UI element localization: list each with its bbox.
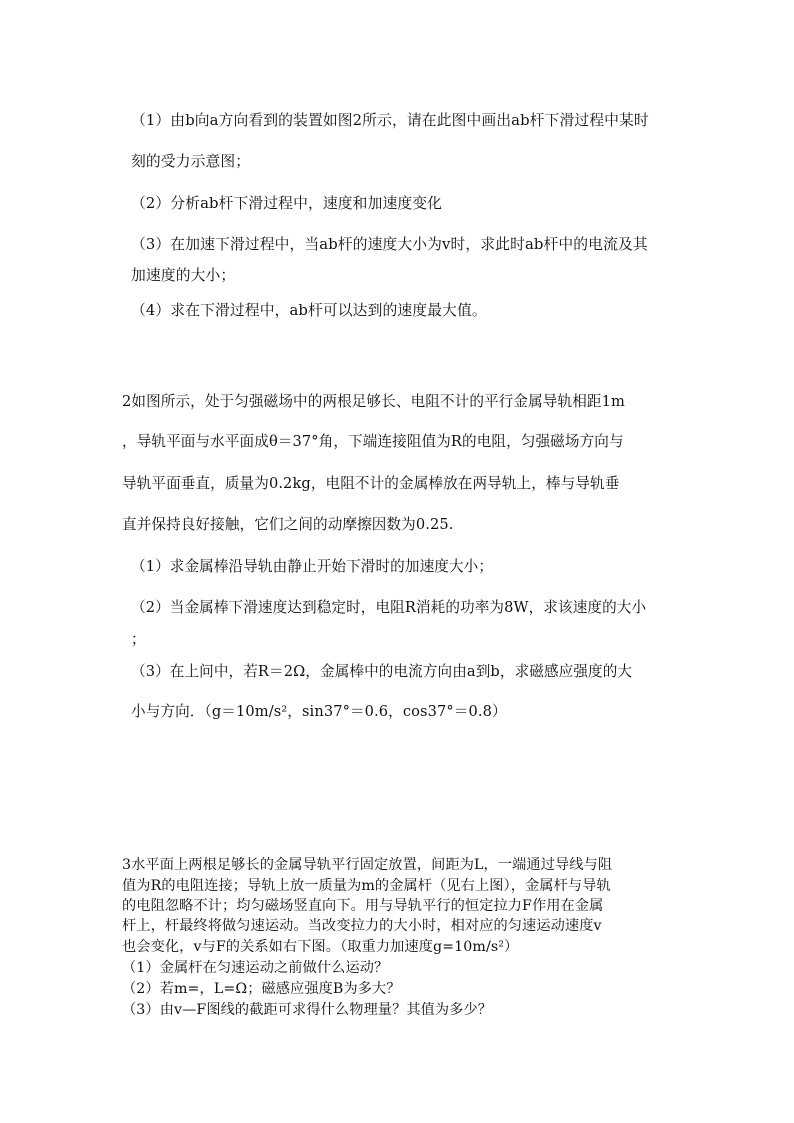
problem2-stem-line3: 导轨平面垂直，质量为0.2kg，电阻不计的金属棒放在两导轨上，棒与导轨垂 (122, 475, 620, 492)
problem1-q3-line1: （3）在加速下滑过程中，当ab杆的速度大小为v时，求此时ab杆中的电流及其 (131, 236, 648, 253)
problem3-q2: （2）若m=，L=Ω；磁感应强度B为多大？ (122, 981, 401, 997)
problem2-stem-line1: 2如图所示，处于匀强磁场中的两根足够长、电阻不计的平行金属导轨相距1m (122, 393, 625, 410)
problem2-q2-line2: ； (131, 631, 146, 648)
problem1-q1-line2: 刻的受力示意图； (131, 153, 251, 170)
problem2-q2-line1: （2）当金属棒下滑速度达到稳定时，电阻R消耗的功率为8W，求该速度的大小 (131, 599, 647, 616)
problem1-q4: （4）求在下滑过程中，ab杆可以达到的速度最大值。 (131, 302, 487, 319)
problem2-q1: （1）求金属棒沿导轨由静止开始下滑时的加速度大小； (131, 558, 494, 575)
problem1-q1-line1: （1）由b向a方向看到的装置如图2所示，请在此图中画出ab杆下滑过程中某时 (131, 112, 649, 129)
problem3-stem-line2: 值为R的电阻连接；导轨上放一质量为m的金属杆（见右上图），金属杆与导轨 (122, 878, 611, 894)
problem2-q3-line1: （3）在上问中，若R＝2Ω，金属棒中的电流方向由a到b，求磁感应强度的大 (131, 663, 633, 680)
problem2-q3-line2: 小与方向．（g＝10m/s²，sin37°＝0.6，cos37°＝0.8） (131, 703, 507, 720)
problem3-stem-line4: 杆上，杆最终将做匀速运动。当改变拉力的大小时，相对应的匀速运动速度v (122, 918, 602, 934)
problem3-stem-line3: 的电阻忽略不计；均匀磁场竖直向下。用与导轨平行的恒定拉力F作用在金属 (122, 898, 604, 914)
problem3-stem-line5: 也会变化，v与F的关系如右下图。（取重力加速度g=10m/s²） (122, 939, 519, 955)
problem1-q2: （2）分析ab杆下滑过程中，速度和加速度变化 (131, 195, 443, 212)
problem1-q3-line2: 加速度的大小； (131, 267, 236, 284)
problem3-q3: （3）由v—F图线的截距可求得什么物理量？其值为多少？ (122, 1002, 493, 1018)
problem3-q1: （1）金属杆在匀速运动之前做什么运动？ (122, 960, 389, 976)
problem3-stem-line1: 3水平面上两根足够长的金属导轨平行固定放置，间距为L，一端通过导线与阻 (122, 857, 613, 873)
problem2-stem-line4: 直并保持良好接触，它们之间的动摩擦因数为0.25. (122, 516, 454, 533)
problem2-stem-line2: ，导轨平面与水平面成θ＝37°角，下端连接阻值为R的电阻，匀强磁场方向与 (122, 433, 624, 450)
